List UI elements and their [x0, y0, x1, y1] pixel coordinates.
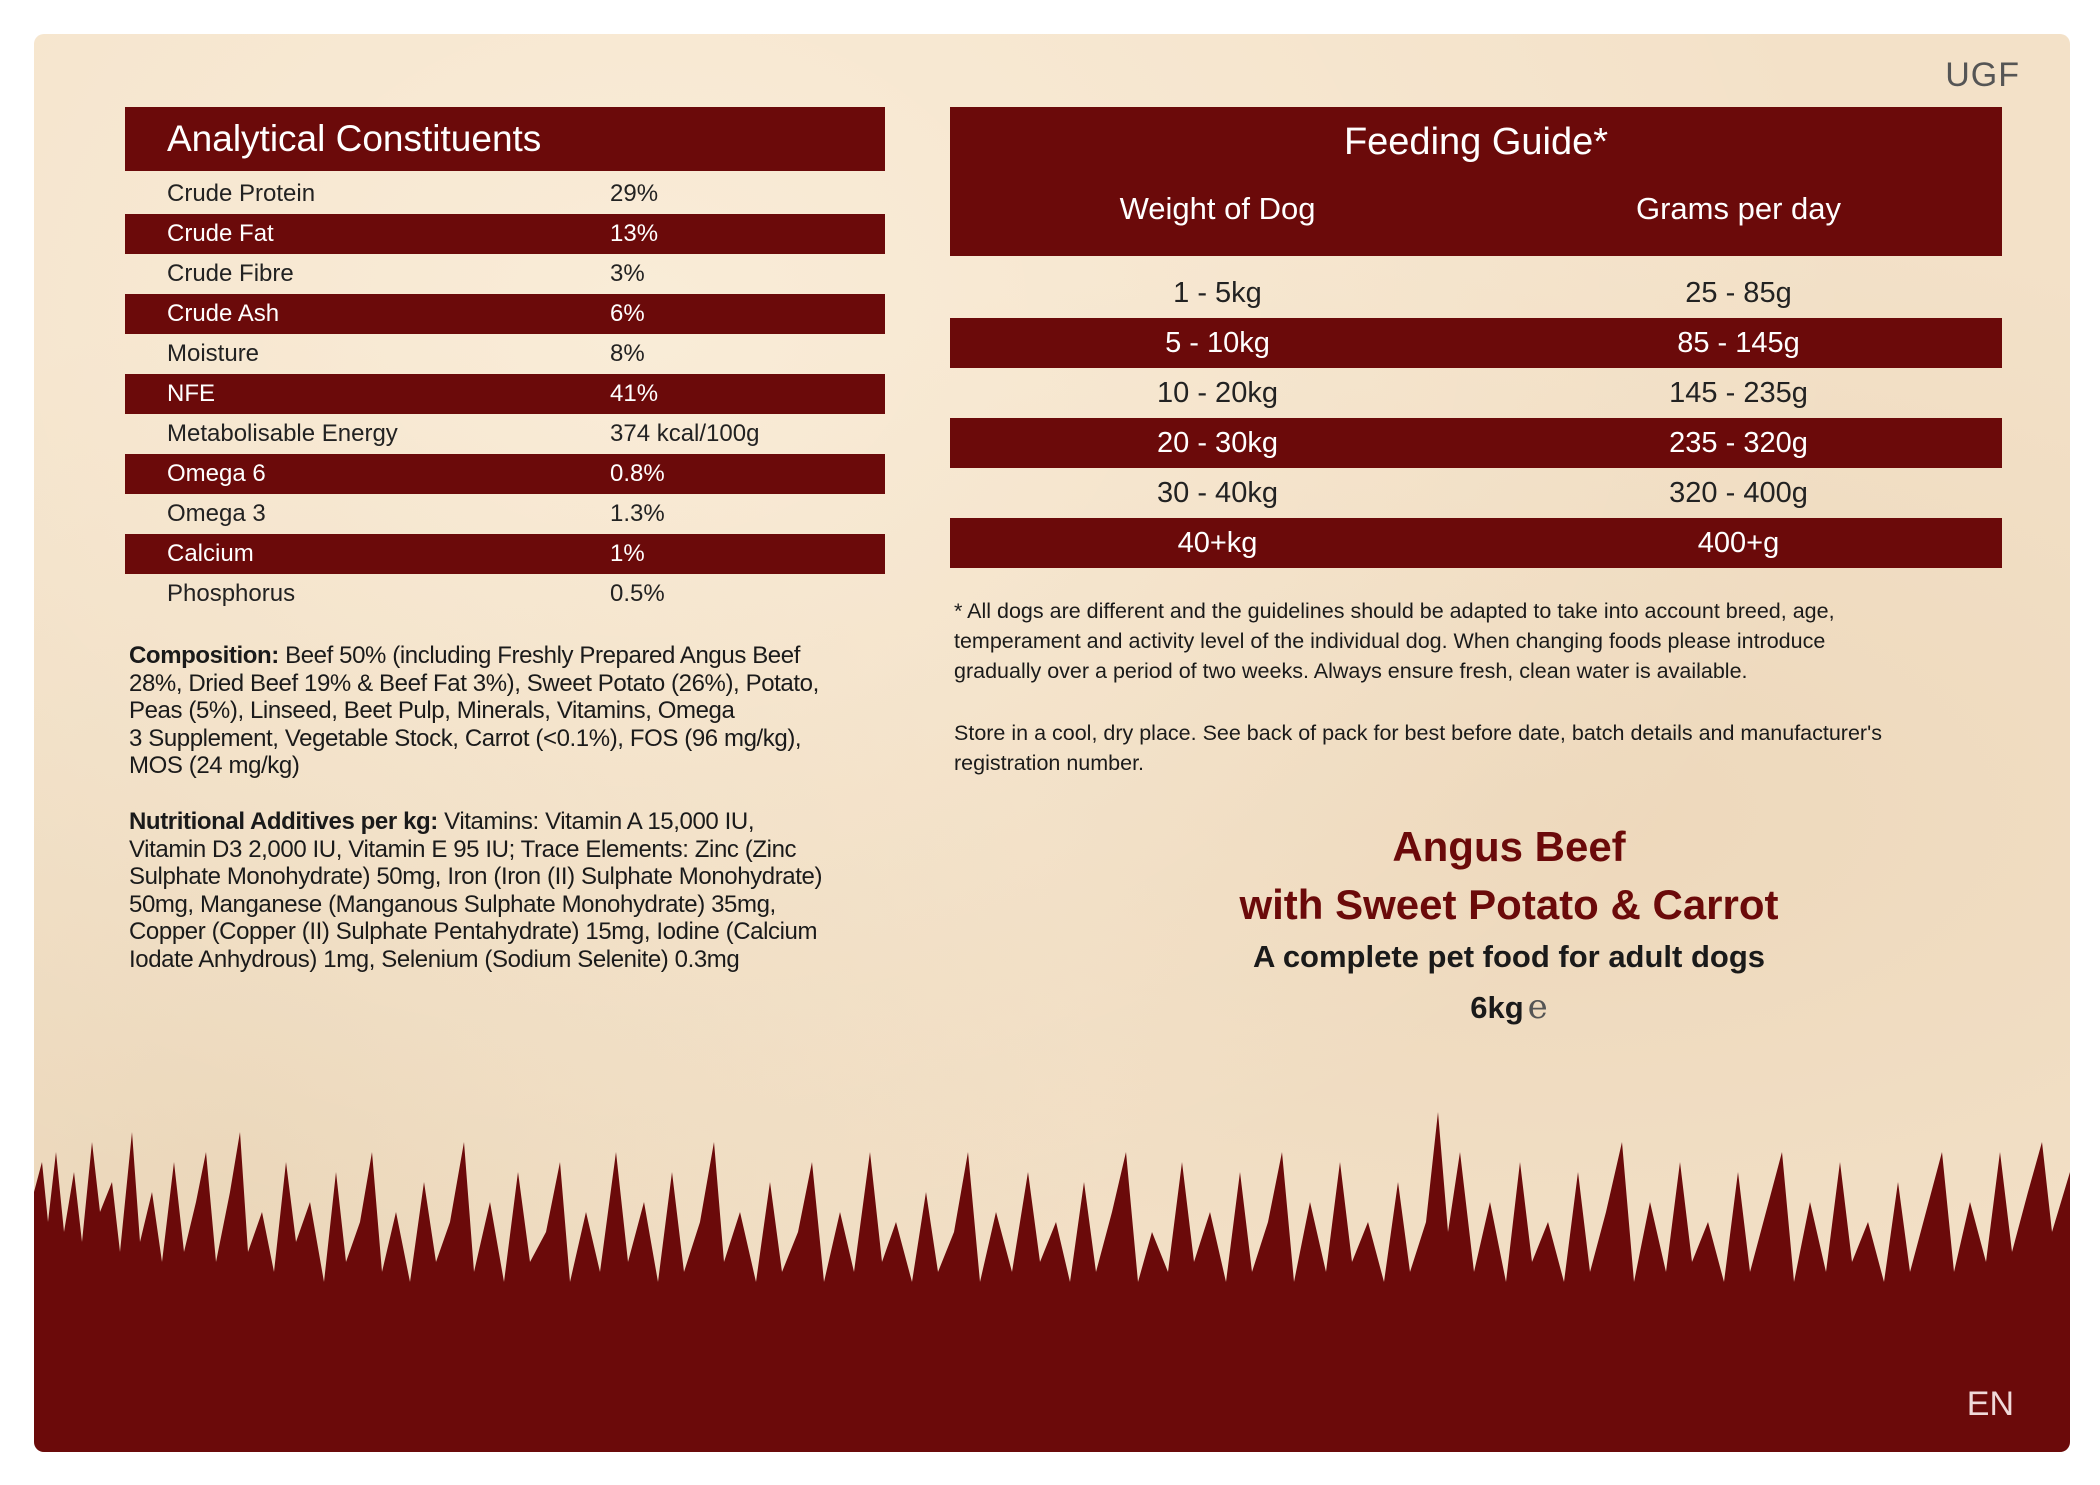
weight-cell: 40+kg	[1177, 527, 1258, 559]
language-code: EN	[1966, 1385, 2014, 1423]
additives-text	[129, 808, 889, 973]
weight-cell: 10 - 20kg	[1157, 377, 1278, 409]
table-row	[950, 318, 2002, 368]
row-value: 0.8%	[610, 460, 665, 487]
table-row	[125, 414, 885, 454]
row-label: NFE	[167, 380, 215, 407]
row-label: Crude Fibre	[167, 260, 294, 287]
composition-line: Peas (5%), Linseed, Beet Pulp, Minerals, Vitamins, Omega	[129, 697, 735, 724]
row-value: 1.3%	[610, 500, 665, 527]
grass-silhouette	[34, 1092, 2070, 1452]
feeding-guide-table	[950, 268, 2002, 568]
row-label: Crude Ash	[167, 300, 280, 327]
column-header-grams: Grams per day	[1635, 191, 1841, 226]
product-weight	[1094, 984, 1924, 1031]
product-subtitle: A complete pet food for adult dogs	[1252, 939, 1766, 974]
table-row	[125, 574, 885, 614]
row-label: Moisture	[167, 340, 260, 367]
column-header-weight: Weight of Dog	[1119, 191, 1316, 226]
table-row	[125, 334, 885, 374]
weight-cell: 1 - 5kg	[1173, 277, 1262, 309]
additives-line: Sulphate Monohydrate) 50mg, Iron (Iron (II) Sulphate Monohydrate)	[129, 863, 823, 890]
row-value: 29%	[610, 180, 659, 207]
composition-line: Beef 50% (including Freshly Prepared Angus Beef	[278, 642, 800, 669]
additives-line: Copper (Copper (II) Sulphate Pentahydrate) 15mg, Iodine (Calcium	[129, 918, 818, 945]
row-label: Crude Protein	[167, 180, 316, 207]
row-label: Metabolisable Energy	[167, 420, 398, 447]
table-row	[125, 494, 885, 534]
composition-text	[129, 642, 889, 780]
feeding-guide-title: Feeding Guide*	[1343, 121, 1609, 163]
storage-line: registration number.	[954, 751, 1145, 775]
table-row	[125, 174, 885, 214]
composition-line: 3 Supplement, Vegetable Stock, Carrot (<0.1%), FOS (96 mg/kg),	[129, 724, 802, 752]
additives-line: Iodate Anhydrous) 1mg, Selenium (Sodium Selenite) 0.3mg	[129, 945, 740, 973]
weight-value: 6kg	[1470, 990, 1524, 1025]
row-value: 8%	[610, 340, 645, 367]
table-row	[125, 214, 885, 254]
grams-cell: 145 - 235g	[1669, 377, 1808, 409]
row-label: Phosphorus	[167, 580, 296, 607]
storage-line: Store in a cool, dry place. See back of pack for best before date, batch details and manufacturer's	[954, 721, 1882, 745]
estimated-e-mark-icon: e	[1527, 987, 1548, 1027]
row-value: 374 kcal/100g	[610, 420, 760, 447]
row-value: 0.5%	[610, 580, 665, 607]
feeding-disclaimer	[954, 596, 1964, 686]
table-row	[125, 534, 885, 574]
product-name-line2: with Sweet Potato & Carrot	[1239, 881, 1779, 928]
table-row	[125, 454, 885, 494]
weight-cell: 30 - 40kg	[1157, 477, 1278, 509]
row-label: Calcium	[167, 540, 254, 567]
composition-heading: Composition:	[129, 642, 279, 669]
row-value: 41%	[610, 380, 659, 407]
grams-cell: 320 - 400g	[1669, 477, 1808, 509]
table-row	[950, 368, 2002, 418]
row-label: Omega 6	[167, 460, 266, 487]
composition-line: 28%, Dried Beef 19% & Beef Fat 3%), Sweet Potato (26%), Potato,	[129, 669, 819, 697]
table-row	[950, 468, 2002, 518]
table-row	[950, 268, 2002, 318]
label-card	[34, 34, 2070, 1452]
grams-cell: 85 - 145g	[1677, 327, 1800, 359]
grams-cell: 400+g	[1697, 527, 1780, 559]
disclaimer-line: gradually over a period of two weeks. Always ensure fresh, clean water is available.	[954, 659, 1748, 683]
additives-line: Vitamin D3 2,000 IU, Vitamin E 95 IU; Trace Elements: Zinc (Zinc	[129, 835, 797, 863]
product-code: UGF	[1945, 56, 2020, 94]
additives-heading: Nutritional Additives per kg:	[129, 808, 438, 835]
disclaimer-line: temperament and activity level of the individual dog. When changing foods please introduce	[954, 629, 1826, 653]
weight-cell: 20 - 30kg	[1157, 427, 1278, 459]
additives-line: 50mg, Manganese (Manganous Sulphate Monohydrate) 35mg,	[129, 890, 776, 918]
row-label: Omega 3	[167, 500, 266, 527]
row-value: 13%	[610, 220, 659, 247]
table-row	[950, 518, 2002, 568]
row-value: 3%	[610, 260, 645, 287]
storage-note	[954, 718, 1964, 778]
grams-cell: 25 - 85g	[1685, 277, 1792, 309]
product-name: Angus Beef	[1392, 823, 1626, 870]
table-row	[125, 254, 885, 294]
row-value: 1%	[610, 540, 645, 567]
analytical-title: Analytical Constituents	[125, 107, 885, 171]
weight-cell: 5 - 10kg	[1165, 327, 1270, 359]
table-row	[950, 418, 2002, 468]
composition-line: MOS (24 mg/kg)	[129, 752, 300, 779]
disclaimer-line: * All dogs are different and the guidelines should be adapted to take into account breed, age,	[954, 599, 1835, 623]
table-row	[125, 294, 885, 334]
analytical-table	[125, 174, 885, 614]
additives-line: Vitamins: Vitamin A 15,000 IU,	[437, 808, 755, 835]
table-row	[125, 374, 885, 414]
row-label: Crude Fat	[167, 220, 274, 247]
grams-cell: 235 - 320g	[1669, 427, 1808, 459]
row-value: 6%	[610, 300, 645, 327]
feeding-guide-header	[950, 107, 2002, 256]
grass-shape	[34, 1112, 2070, 1452]
